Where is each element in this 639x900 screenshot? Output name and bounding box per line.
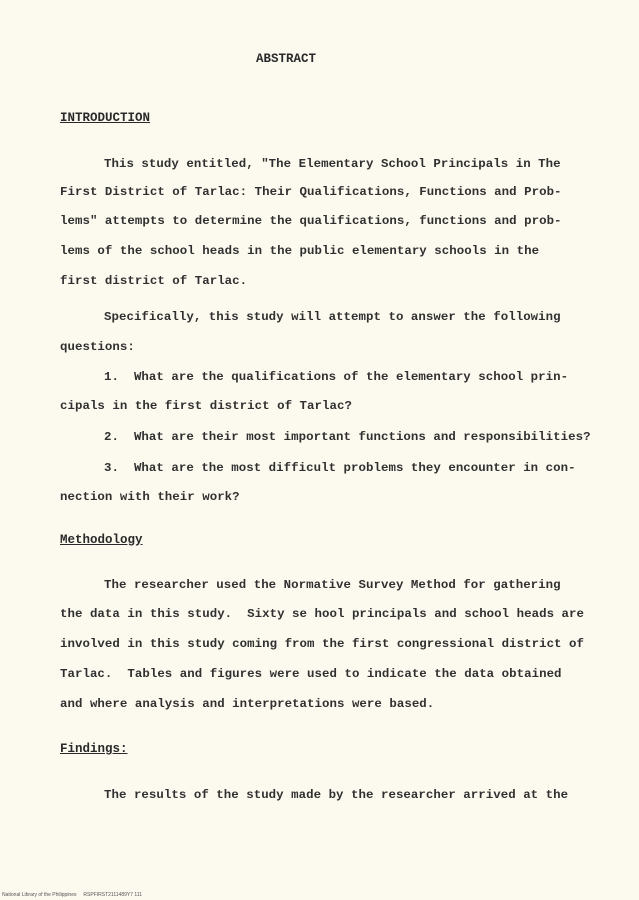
question-1-line-1: 1. What are the qualifications of the elementary school prin- [104,370,569,384]
intro-line-7: questions: [60,340,135,354]
findings-line-1: The results of the study made by the researcher arrived at the [104,788,569,802]
intro-line-6: Specifically, this study will attempt to answer the following [104,310,561,324]
intro-line-5: first district of Tarlac. [60,274,248,288]
method-line-3: involved in this study coming from the first congressional district of [60,637,584,651]
question-2: 2. What are their most important functions and responsibilities? [104,430,591,444]
introduction-heading: INTRODUCTION [60,111,151,125]
findings-heading: Findings: [60,742,128,756]
methodology-heading: Methodology [60,533,143,547]
intro-line-3: lems" attempts to determine the qualifications, functions and prob- [60,214,562,228]
footer-stamp: National Library of the Philippines RSPFIRST2111489Y7 111 [2,892,142,898]
intro-line-1: This study entitled, "The Elementary School Principals in The [104,157,561,171]
method-line-4: Tarlac. Tables and figures were used to indicate the data obtained [60,667,562,681]
intro-line-4: lems of the school heads in the public elementary schools in the [60,244,540,258]
question-3-line-1: 3. What are the most difficult problems they encounter in con- [104,461,576,475]
method-line-2: the data in this study. Sixty se hool principals and school heads are [60,607,584,621]
question-1-line-2: cipals in the first district of Tarlac? [60,399,352,413]
method-line-5: and where analysis and interpretations were based. [60,697,435,711]
intro-line-2: First District of Tarlac: Their Qualifications, Functions and Prob- [60,185,562,199]
method-line-1: The researcher used the Normative Survey Method for gathering [104,578,561,592]
document-title: ABSTRACT [255,52,316,66]
question-3-line-2: nection with their work? [60,490,240,504]
